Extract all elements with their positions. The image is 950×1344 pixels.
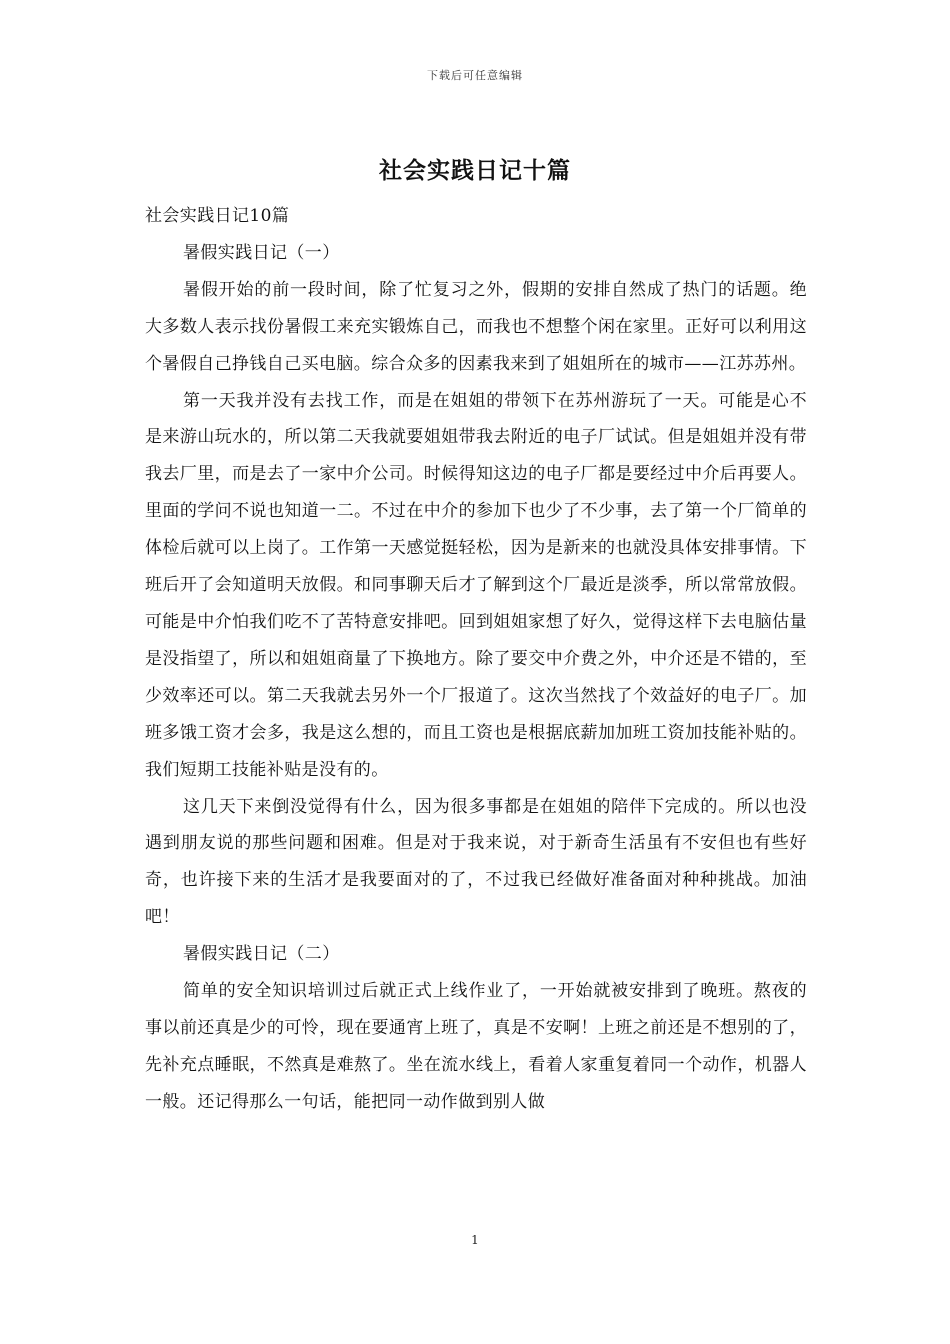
paragraph-2: 第一天我并没有去找工作，而是在姐姐的带领下在苏州游玩了一天。可能是心不是来游山玩水的，所以第二天我就要姐姐带我去附近的电子厂试试。但是姐姐并没有带我去厂里，而是去了一家中介公司。时候得知这边的电子厂都是要经过中介后再要人。里面的学问不说也知道一二。不过在中介的参加下也少了不少事，去了第一个厂简单的体检后就可以上岗了。工作第一天感觉挺轻松，因为是新来的也就没具体安排事情。下班后开了会知道明天放假。和同事聊天后才了解到这个厂最近是淡季，所以常常放假。可能是中介怕我们吃不了苦特意安排吧。回到姐姐家想了好久，觉得这样下去电脑估量是没指望了，所以和姐姐商量了下换地方。除了要交中介费之外，中介还是不错的，至少效率还可以。第二天我就去另外一个厂报道了。这次当然找了个效益好的电子厂。加班多饿工资才会多，我是这么想的，而且工资也是根据底薪加加班工资加技能补贴的。我们短期工技能补贴是没有的。 xyxy=(145,390,807,780)
page-number: 1 xyxy=(471,1233,479,1247)
paragraph-4: 简单的安全知识培训过后就正式上线作业了，一开始就被安排到了晚班。熬夜的事以前还真是少的可怜，现在要通宵上班了，真是不安啊！上班之前还是不想别的了，先补充点睡眠，不然真是难熬了。坐在流水线上，看着人家重复着同一个动作，机器人一般。还记得那么一句话，能把同一动作做到别人做 xyxy=(145,981,807,1112)
section-heading-1: 暑假实践日记（一） xyxy=(183,242,340,263)
document-body xyxy=(145,198,807,1121)
paragraph-1: 暑假开始的前一段时间，除了忙复习之外，假期的安排自然成了热门的话题。绝大多数人表示找份暑假工来充实锻炼自己，而我也不想整个闲在家里。正好可以利用这个暑假自己挣钱自己买电脑。综合众多的因素我来到了姐姐所在的城市——江苏苏州。 xyxy=(145,279,807,374)
paragraph-3: 这几天下来倒没觉得有什么，因为很多事都是在姐姐的陪伴下完成的。所以也没遇到朋友说的那些问题和困难。但是对于我来说，对于新奇生活虽有不安但也有些好奇，也许接下来的生活才是我要面对的了，不过我已经做好准备面对种种挑战。加油吧！ xyxy=(145,796,807,928)
page-header-note: 下载后可任意编辑 xyxy=(427,69,523,82)
document-subtitle: 社会实践日记10篇 xyxy=(145,206,290,226)
section-heading-2: 暑假实践日记（二） xyxy=(183,944,340,965)
document-title: 社会实践日记十篇 xyxy=(379,157,571,184)
